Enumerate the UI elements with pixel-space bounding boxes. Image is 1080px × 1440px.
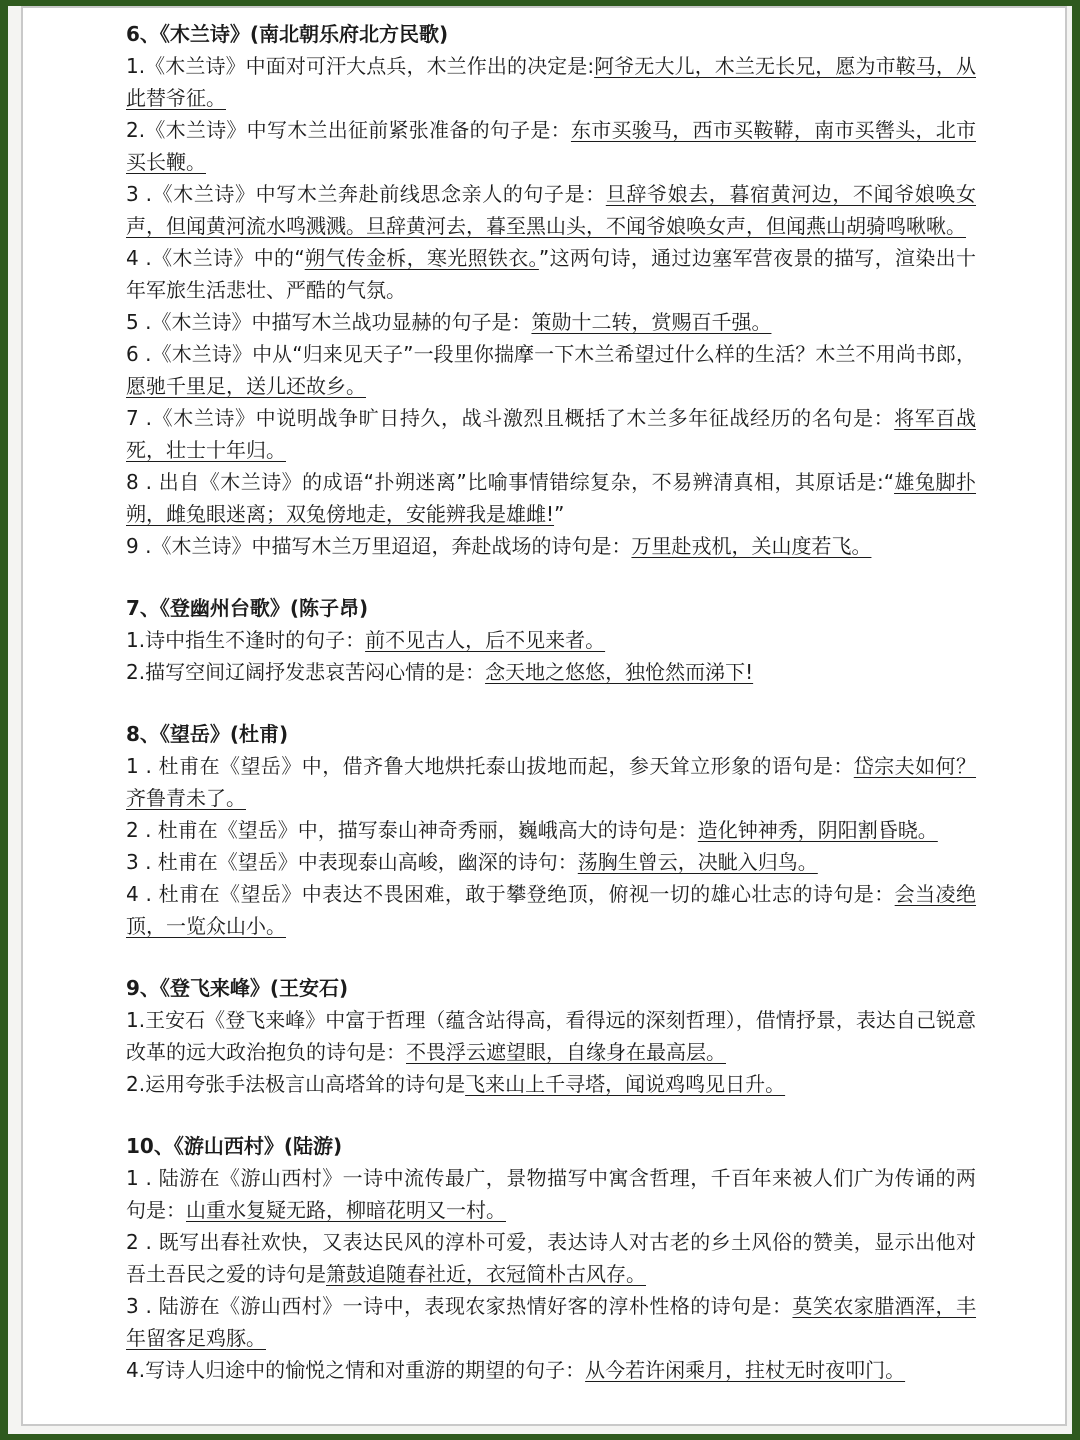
answer-text: 莫笑农家腊酒浑，丰年留客足鸡豚。	[126, 1294, 977, 1350]
question-text: 1 . 杜甫在《望岳》中，借齐鲁大地烘托泰山拔地而起，参天耸立形象的语句是：	[126, 754, 854, 778]
question-text: 7 .《木兰诗》中说明战争旷日持久，战斗激烈且概括了木兰多年征战经历的名句是：	[126, 406, 895, 430]
answer-text: 念天地之悠悠，独怆然而涕下!	[485, 660, 754, 684]
question-item	[126, 50, 976, 114]
section-heading: 7、《登幽州台歌》(陈子昂)	[126, 596, 369, 620]
question-text-tail: ”	[554, 502, 565, 526]
section-heading: 6、《木兰诗》(南北朝乐府北方民歌)	[126, 22, 449, 46]
question-item	[126, 338, 976, 402]
question-item	[126, 1068, 976, 1100]
question-item	[126, 114, 976, 178]
section	[126, 592, 976, 688]
question-item	[126, 624, 976, 656]
document-content	[126, 18, 976, 1386]
answer-text: 策勋十二转，赏赐百千强。	[531, 310, 772, 334]
answer-text: 从今若许闲乘月，拄杖无时夜叩门。	[585, 1358, 906, 1382]
section	[126, 718, 976, 942]
section-heading: 9、《登飞来峰》(王安石)	[126, 976, 349, 1000]
question-text: 3 . 陆游在《游山西村》一诗中，表现农家热情好客的淳朴性格的诗句是：	[126, 1294, 793, 1318]
answer-text: 不畏浮云遮望眼，自缘身在最高层。	[406, 1040, 726, 1064]
question-item	[126, 242, 976, 306]
section	[126, 18, 976, 562]
question-item	[126, 1354, 976, 1386]
question-item	[126, 530, 976, 562]
section	[126, 972, 976, 1100]
answer-text: 会当凌绝顶，一览众山小。	[126, 882, 977, 938]
question-text: 2.运用夸张手法极言山高塔耸的诗句是	[126, 1072, 466, 1096]
answer-text: 旦辞爷娘去，暮宿黄河边，不闻爷娘唤女声，但闻黄河流水鸣溅溅。旦辞黄河去，暮至黑山头，不闻爷娘唤女声，但闻燕山胡骑鸣啾啾。	[126, 182, 976, 238]
answer-text: 箫鼓追随春社近，衣冠简朴古风存。	[326, 1262, 646, 1286]
question-text: 3 .《木兰诗》中写木兰奔赴前线思念亲人的句子是：	[126, 182, 606, 206]
question-item	[126, 814, 976, 846]
question-item	[126, 1162, 976, 1226]
question-text: 3 . 杜甫在《望岳》中表现泰山高峻，幽深的诗句：	[126, 850, 578, 874]
answer-text: 将军百战死，壮士十年归。	[126, 406, 976, 462]
answer-text: 雄兔脚扑朔，雌兔眼迷离；双兔傍地走，安能辨我是雄雌!	[126, 470, 977, 526]
question-text: 4 . 杜甫在《望岳》中表达不畏困难，敢于攀登绝顶，俯视一切的雄心壮志的诗句是：	[126, 882, 895, 906]
question-item	[126, 878, 976, 942]
question-text: 2 . 既写出春社欢快，又表达民风的淳朴可爱，表达诗人对古老的乡土风俗的赞美，显示出他对吾土吾民之爱的诗句是	[126, 1230, 976, 1286]
question-text: 1.诗中指生不逢时的句子：	[126, 628, 366, 652]
answer-text: 荡胸生曾云，决眦入归鸟。	[577, 850, 818, 874]
question-text: 1.王安石《登飞来峰》中富于哲理（蕴含站得高，看得远的深刻哲理），借情抒景，表达自己锐意改革的远大政治抱负的诗句是：	[126, 1008, 976, 1064]
question-item	[126, 1290, 976, 1354]
question-text: 2.描写空间辽阔抒发悲哀苦闷心情的是：	[126, 660, 486, 684]
question-item	[126, 750, 976, 814]
question-text: 9 .《木兰诗》中描写木兰万里迢迢，奔赴战场的诗句是：	[126, 534, 632, 558]
document-page	[21, 6, 1067, 1426]
answer-text: 万里赴戎机，关山度若飞。	[631, 534, 872, 558]
answer-text: 东市买骏马，西市买鞍鞯，南市买辔头，北市买长鞭。	[126, 118, 976, 174]
answer-text: 朔气传金柝，寒光照铁衣。	[304, 246, 539, 270]
answer-text: 造化钟神秀，阴阳割昏晓。	[697, 818, 938, 842]
answer-text: 愿驰千里足，送儿还故乡。	[126, 374, 366, 398]
question-item	[126, 306, 976, 338]
question-text: 2.《木兰诗》中写木兰出征前紧张准备的句子是：	[126, 118, 571, 142]
section	[126, 1130, 976, 1386]
answer-text: 飞来山上千寻塔，闻说鸡鸣见日升。	[465, 1072, 786, 1096]
section-heading: 8、《望岳》(杜甫)	[126, 722, 289, 746]
question-item	[126, 1004, 976, 1068]
question-item	[126, 178, 976, 242]
question-text: 4.写诗人归途中的愉悦之情和对重游的期望的句子：	[126, 1358, 586, 1382]
answer-text: 岱宗夫如何？齐鲁青未了。	[126, 754, 977, 810]
question-text: 2 . 杜甫在《望岳》中，描写泰山神奇秀丽，巍峨高大的诗句是：	[126, 818, 698, 842]
question-item	[126, 466, 976, 530]
answer-text: 山重水复疑无路，柳暗花明又一村。	[186, 1198, 506, 1222]
question-text: 6 .《木兰诗》中从“归来见天子”一段里你揣摩一下木兰希望过什么样的生活？木兰不用尚书郎，	[126, 342, 976, 366]
question-text: 1.《木兰诗》中面对可汗大点兵，木兰作出的决定是:	[126, 54, 595, 78]
question-text: 5 .《木兰诗》中描写木兰战功显赫的句子是：	[126, 310, 532, 334]
question-text: 8 . 出自《木兰诗》的成语“扑朔迷离”比喻事情错综复杂，不易辨清真相，其原话是:“	[126, 470, 895, 494]
question-text: 4 .《木兰诗》中的“	[126, 246, 305, 270]
question-text: 1 . 陆游在《游山西村》一诗中流传最广，景物描写中寓含哲理，千百年来被人们广为传诵的两句是：	[126, 1166, 976, 1222]
question-item	[126, 402, 976, 466]
question-item	[126, 656, 976, 688]
question-text-tail: ”这两句诗，通过边塞军营夜景的描写，渲染出十年军旅生活悲壮、严酷的气氛。	[126, 246, 976, 302]
question-item	[126, 846, 976, 878]
answer-text: 阿爷无大儿，木兰无长兄，愿为市鞍马，从此替爷征。	[126, 54, 976, 110]
answer-text: 前不见古人，后不见来者。	[365, 628, 606, 652]
section-heading: 10、《游山西村》(陆游)	[126, 1134, 343, 1158]
question-item	[126, 1226, 976, 1290]
page-frame	[8, 6, 1072, 1434]
